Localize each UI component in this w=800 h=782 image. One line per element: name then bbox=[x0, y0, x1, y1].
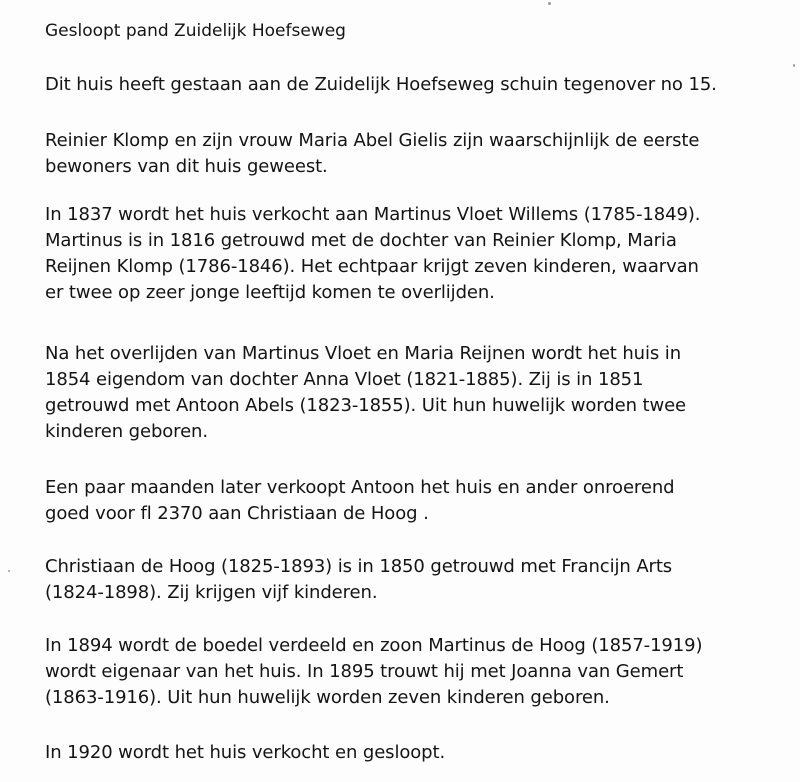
paragraph-line: kinderen geboren. bbox=[45, 421, 208, 442]
paragraph-first-residents bbox=[45, 128, 699, 180]
paragraph-line: Dit huis heeft gestaan aan de Zuidelijk Hoefseweg schuin tegenover no 15. bbox=[45, 74, 717, 95]
paragraph-demolition-1920 bbox=[45, 740, 445, 766]
paragraph-sale-1837 bbox=[45, 202, 700, 306]
paragraph-line: getrouwd met Antoon Abels (1823-1855). Uit hun huwelijk worden twee bbox=[45, 395, 687, 416]
paragraph-location bbox=[45, 72, 717, 98]
paragraph-line: bewoners van dit huis geweest. bbox=[45, 156, 328, 177]
paragraph-line: In 1837 wordt het huis verkocht aan Martinus Vloet Willems (1785-1849). bbox=[45, 204, 701, 225]
document-title: Gesloopt pand Zuidelijk Hoefseweg bbox=[45, 21, 346, 41]
scan-speck bbox=[793, 64, 795, 67]
paragraph-inheritance-1854 bbox=[45, 341, 686, 445]
paragraph-line: Een paar maanden later verkoopt Antoon het huis en ander onroerend bbox=[45, 477, 675, 498]
paragraph-line: Na het overlijden van Martinus Vloet en Maria Reijnen wordt het huis in bbox=[45, 343, 681, 364]
paragraph-division-1894 bbox=[45, 633, 702, 711]
paragraph-line: (1824-1898). Zij krijgen vijf kinderen. bbox=[45, 582, 378, 603]
paragraph-line: Christiaan de Hoog (1825-1893) is in 1850 getrouwd met Francijn Arts bbox=[45, 556, 673, 577]
paragraph-line: Reinier Klomp en zijn vrouw Maria Abel Gielis zijn waarschijnlijk de eerste bbox=[45, 130, 700, 151]
paragraph-sale-de-hoog bbox=[45, 475, 674, 527]
paragraph-line: In 1920 wordt het huis verkocht en gesloopt. bbox=[45, 742, 446, 763]
paragraph-line: wordt eigenaar van het huis. In 1895 trouwt hij met Joanna van Gemert bbox=[45, 661, 684, 682]
paragraph-line: In 1894 wordt de boedel verdeeld en zoon Martinus de Hoog (1857-1919) bbox=[45, 635, 703, 656]
scan-speck bbox=[548, 2, 551, 5]
paragraph-line: 1854 eigendom van dochter Anna Vloet (1821-1885). Zij is in 1851 bbox=[45, 369, 644, 390]
paragraph-line: Reijnen Klomp (1786-1846). Het echtpaar krijgt zeven kinderen, waarvan bbox=[45, 256, 699, 277]
paragraph-line: goed voor fl 2370 aan Christiaan de Hoog . bbox=[45, 503, 429, 524]
paragraph-line: er twee op zeer jonge leeftijd komen te overlijden. bbox=[45, 282, 495, 303]
paragraph-christiaan bbox=[45, 554, 672, 606]
paragraph-line: (1863-1916). Uit hun huwelijk worden zeven kinderen geboren. bbox=[45, 687, 610, 708]
paragraph-line: Martinus is in 1816 getrouwd met de dochter van Reinier Klomp, Maria bbox=[45, 230, 677, 251]
scan-speck bbox=[8, 570, 10, 572]
